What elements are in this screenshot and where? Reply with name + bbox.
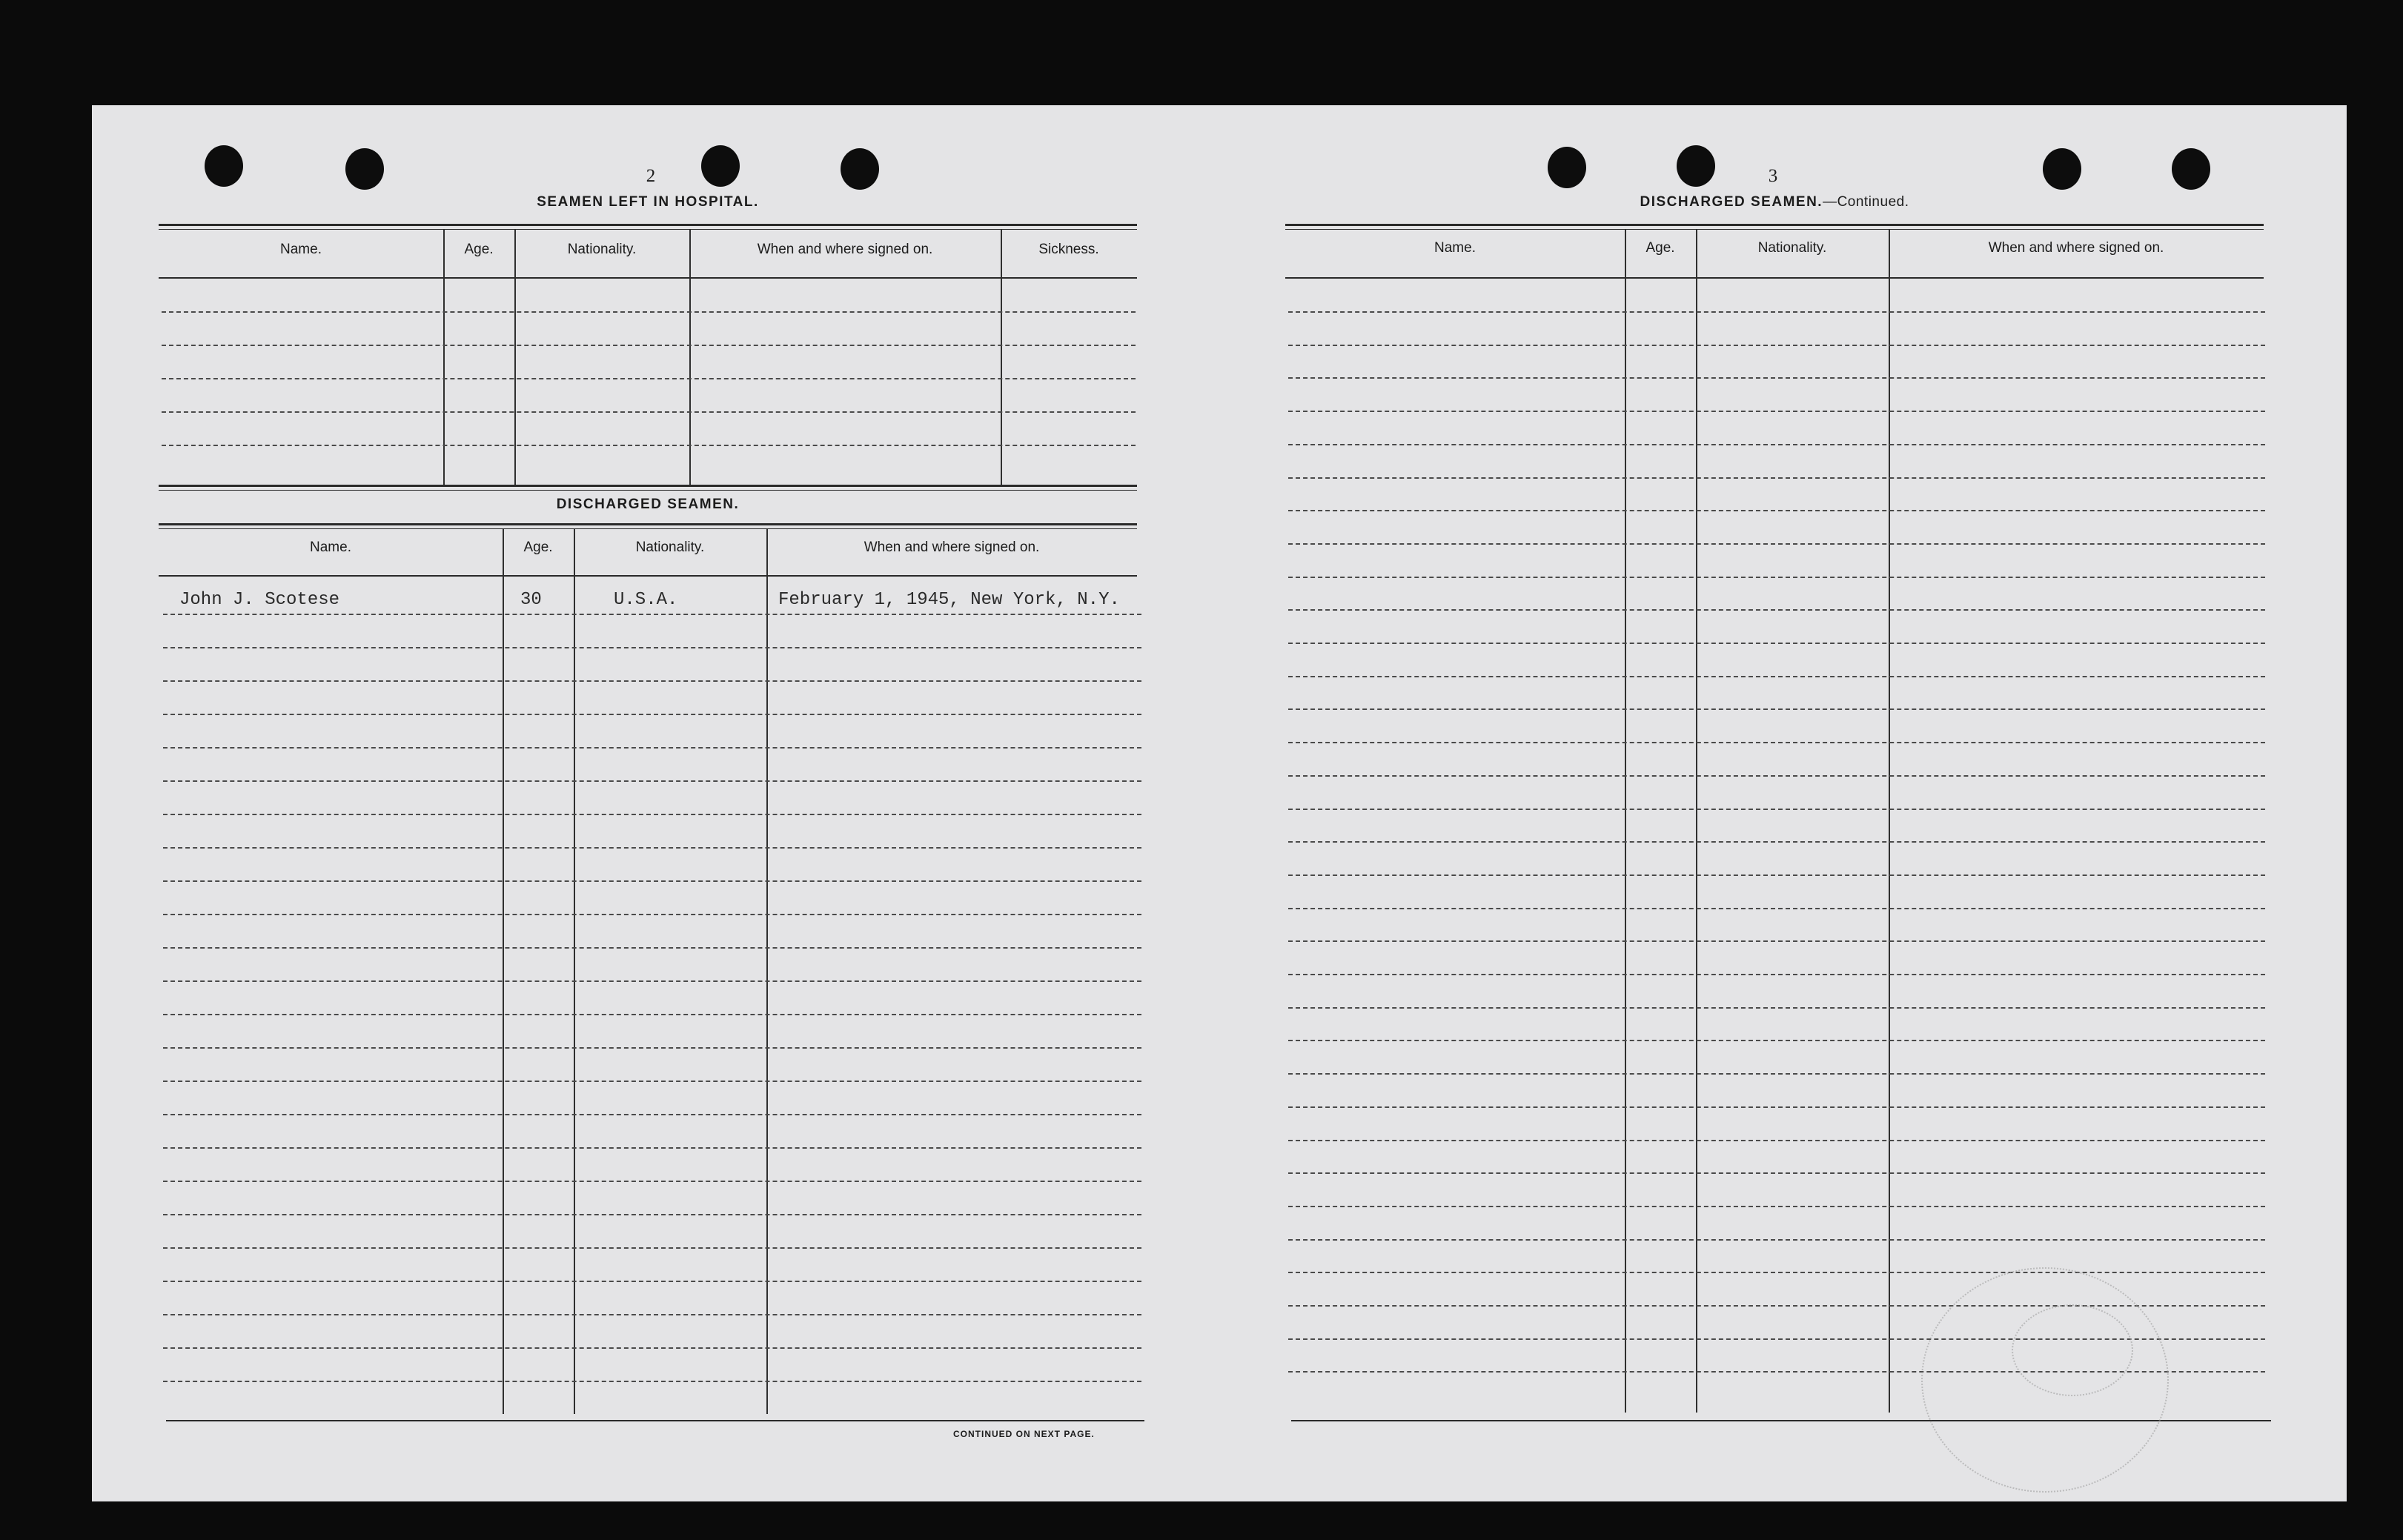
ruled-line: [1288, 345, 2265, 346]
entry-age: 30: [520, 590, 542, 610]
right-page-number: 3: [1768, 166, 1778, 186]
ruled-line: [163, 1381, 1141, 1382]
ruled-line: [163, 1114, 1141, 1115]
ruled-line: [1288, 1272, 2265, 1273]
ruled-line: [1288, 775, 2265, 777]
ruled-line: [163, 1347, 1141, 1349]
ruled-line: [162, 378, 1136, 379]
ruled-line: [163, 1081, 1141, 1082]
hospital-header-rule: [159, 277, 1137, 279]
ruled-line: [163, 714, 1141, 715]
faded-stamp-icon: [2012, 1304, 2133, 1396]
right-section-title-main: DISCHARGED SEAMEN.: [1640, 194, 1823, 210]
ruled-line: [1288, 444, 2265, 445]
ruled-line: [1288, 742, 2265, 743]
ruled-line: [1288, 510, 2265, 511]
ruled-line: [163, 780, 1141, 782]
ruled-line: [1288, 676, 2265, 677]
ruled-line: [162, 411, 1136, 413]
ruled-line: [162, 311, 1136, 313]
punch-hole-icon: [2043, 148, 2081, 190]
ruled-line: [163, 680, 1141, 682]
punch-hole-icon: [701, 145, 740, 187]
ruled-line: [163, 880, 1141, 882]
ruled-line: [1288, 940, 2265, 942]
punch-hole-icon: [205, 145, 243, 187]
ruled-line: [163, 1014, 1141, 1015]
hospital-col-divider: [689, 230, 691, 486]
discharged-header-signed-on: When and where signed on.: [864, 540, 1040, 555]
right-col-divider: [1696, 230, 1697, 1413]
ruled-line: [1288, 411, 2265, 412]
ruled-line: [163, 814, 1141, 815]
right-col-divider: [1889, 230, 1890, 1413]
ruled-line: [163, 1147, 1141, 1149]
hospital-header-age: Age.: [464, 242, 494, 257]
ruled-line: [1288, 1140, 2265, 1141]
discharged-header-age: Age.: [523, 540, 553, 555]
hospital-header-name: Name.: [280, 242, 322, 257]
continued-note: CONTINUED ON NEXT PAGE.: [953, 1429, 1095, 1439]
hospital-top-rule: [159, 224, 1137, 230]
hospital-section-title: SEAMEN LEFT IN HOSPITAL.: [537, 194, 759, 210]
ruled-line: [163, 914, 1141, 915]
right-section-title: [1285, 194, 2264, 210]
ruled-line: [1288, 311, 2265, 313]
ruled-line: [163, 1247, 1141, 1249]
ruled-line: [1288, 974, 2265, 975]
ruled-line: [1288, 809, 2265, 810]
right-header-signed-on: When and where signed on.: [1988, 240, 2164, 256]
ruled-line: [1288, 874, 2265, 876]
right-header-rule: [1285, 277, 2264, 279]
ledger-spread: [92, 105, 2347, 1501]
ruled-line: [163, 1214, 1141, 1215]
ruled-line: [1288, 1172, 2265, 1174]
ruled-line: [163, 614, 1141, 615]
hospital-col-divider: [1001, 230, 1002, 486]
punch-hole-icon: [345, 148, 384, 190]
discharged-top-rule: [159, 523, 1137, 529]
hospital-col-divider: [514, 230, 516, 486]
entry-nationality: U.S.A.: [614, 590, 678, 610]
ruled-line: [1288, 841, 2265, 843]
ruled-line: [163, 1314, 1141, 1315]
hospital-header-sickness: Sickness.: [1038, 242, 1099, 257]
ruled-line: [1288, 577, 2265, 578]
ruled-line: [1288, 543, 2265, 545]
ruled-line: [163, 1047, 1141, 1049]
ruled-line: [163, 747, 1141, 749]
ruled-line: [1288, 1106, 2265, 1108]
discharged-header-name: Name.: [310, 540, 351, 555]
ruled-line: [1288, 1040, 2265, 1041]
ruled-line: [162, 345, 1136, 346]
hospital-col-divider: [443, 230, 445, 486]
hospital-bottom-rule: [159, 485, 1137, 491]
right-col-divider: [1625, 230, 1626, 1413]
hospital-header-nationality: Nationality.: [567, 242, 637, 257]
ruled-line: [1288, 1007, 2265, 1009]
ruled-line: [1288, 609, 2265, 611]
discharged-section-title: DISCHARGED SEAMEN.: [556, 497, 740, 512]
punch-hole-icon: [2172, 148, 2210, 190]
ruled-line: [1288, 708, 2265, 710]
ruled-line: [1288, 377, 2265, 379]
right-header-name: Name.: [1434, 240, 1476, 256]
ruled-line: [1288, 1206, 2265, 1207]
ruled-line: [1288, 477, 2265, 479]
ruled-line: [1288, 1073, 2265, 1075]
ruled-line: [163, 647, 1141, 648]
left-page-number: 2: [646, 166, 656, 186]
ruled-line: [163, 1281, 1141, 1282]
ruled-line: [163, 1181, 1141, 1182]
hospital-header-signed-on: When and where signed on.: [757, 242, 933, 257]
ruled-line: [163, 947, 1141, 949]
punch-hole-icon: [841, 148, 879, 190]
ruled-line: [162, 445, 1136, 446]
punch-hole-icon: [1548, 147, 1586, 188]
right-top-rule: [1285, 224, 2264, 230]
ruled-line: [1288, 1239, 2265, 1241]
discharged-header-nationality: Nationality.: [635, 540, 705, 555]
entry-name: John J. Scotese: [179, 590, 340, 610]
discharged-header-rule: [159, 575, 1137, 577]
right-section-title-continued: —Continued.: [1823, 194, 1909, 210]
ruled-line: [1288, 908, 2265, 909]
ruled-line: [163, 980, 1141, 982]
right-header-age: Age.: [1645, 240, 1675, 256]
punch-hole-icon: [1677, 145, 1715, 187]
right-header-nationality: Nationality.: [1757, 240, 1827, 256]
entry-signed-on: February 1, 1945, New York, N.Y.: [778, 590, 1120, 610]
left-page-bottom-rule: [166, 1420, 1144, 1421]
ruled-line: [163, 847, 1141, 849]
ruled-line: [1288, 643, 2265, 644]
